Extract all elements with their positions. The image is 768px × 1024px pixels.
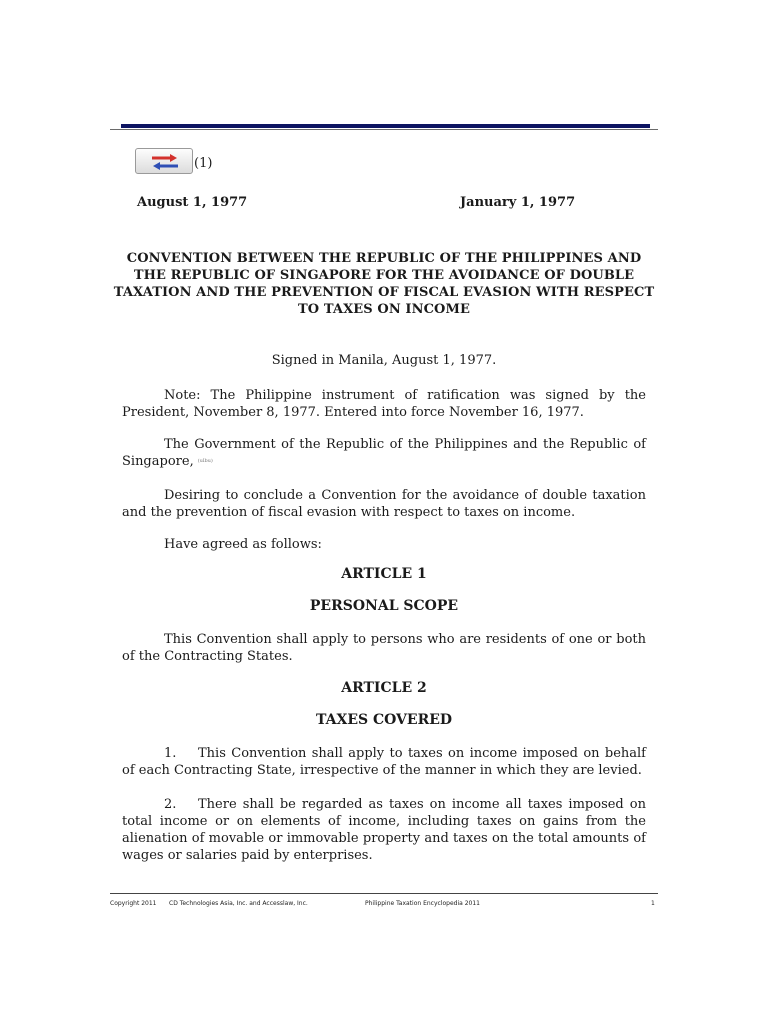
article-2-heading: TAXES COVERED [315, 712, 453, 728]
header-rule [121, 124, 650, 128]
article-2-number: ARTICLE 2 [341, 680, 427, 696]
article-1-text: This Convention shall apply to persons who are residents of one or both of the Contracting States. [122, 632, 646, 664]
footer-company: CD Technologies Asia, Inc. and Accesslaw, Inc. [169, 900, 308, 907]
signing-date: August 1, 1977 [137, 195, 248, 210]
government-paragraph [122, 436, 646, 470]
header-rule-shadow [110, 129, 658, 130]
paragraph-number: 1. [164, 746, 177, 761]
signed-paragraph: Signed in Manila, August 1, 1977. [271, 353, 497, 368]
effective-date: January 1, 1977 [460, 195, 576, 210]
footnote-reference[interactable]: (1) [194, 156, 213, 171]
paragraph-text: There shall be regarded as taxes on income all taxes imposed on total income or on elements of income, including taxes on gains from the alienation of movable or immovable property and taxes on the total amounts of wages or salaries paid by enterprises. [122, 797, 646, 863]
note-paragraph: Note: The Philippine instrument of ratification was signed by the President, November 8, 1977. Entered into force November 16, 1977. [122, 388, 646, 420]
related-documents-button[interactable] [135, 148, 193, 174]
paragraph-number: 2. [164, 797, 177, 812]
footer-publication: Philippine Taxation Encyclopedia 2011 [365, 900, 480, 907]
article-1-heading: PERSONAL SCOPE [309, 598, 459, 614]
agreed-paragraph: Have agreed as follows: [164, 537, 322, 552]
article-2-paragraph-2 [122, 796, 646, 864]
document-title: CONVENTION BETWEEN THE REPUBLIC OF THE PHILIPPINES AND THE REPUBLIC OF SINGAPORE FOR THE AVOIDANCE OF DOUBLE TAXATION AND THE PREVENTION OF FISCAL EVASION WITH RESPECT TO TAXES ON INCOME [113, 251, 655, 317]
annotation-mark: (ulbu) [197, 458, 213, 464]
desiring-paragraph: Desiring to conclude a Convention for the avoidance of double taxation and the prevention of fiscal evasion with respect to taxes on income. [122, 488, 646, 520]
footer-copyright: Copyright 2011 [110, 900, 157, 907]
footer-page-number: 1 [651, 900, 655, 907]
paragraph-text: This Convention shall apply to taxes on income imposed on behalf of each Contracting State, irrespective of the manner in which they are levied. [122, 746, 646, 778]
footer-rule [110, 893, 658, 894]
article-2-paragraph-1 [122, 745, 646, 779]
swap-arrows-icon [148, 152, 182, 172]
government-text: The Government of the Republic of the Philippines and the Republic of Singapore, [122, 437, 646, 469]
article-1-number: ARTICLE 1 [341, 566, 427, 582]
